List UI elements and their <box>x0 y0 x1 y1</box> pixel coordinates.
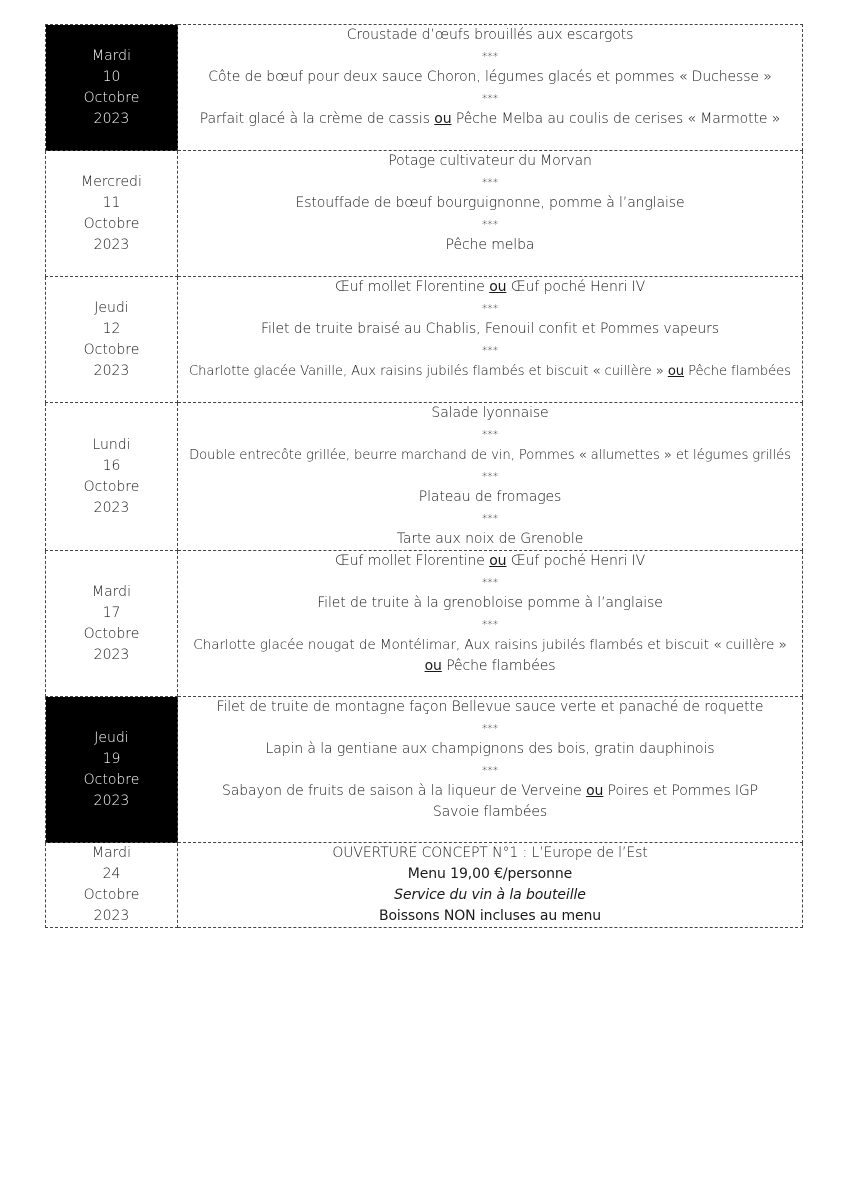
drinks-note: Boissons NON incluses au menu <box>378 908 602 924</box>
separator: *** <box>481 344 499 357</box>
month: Octobre <box>83 215 140 232</box>
dessert-option-a: Parfait glacé à la crème de cassis <box>199 111 430 127</box>
day-name: Lundi <box>92 436 131 453</box>
date-cell <box>46 843 178 928</box>
menu-row <box>46 25 803 151</box>
day-name: Jeudi <box>94 299 129 316</box>
main-course: Estouffade de bœuf bourguignonne, pomme à l’anglaise <box>295 195 685 211</box>
starter: Croustade d’œufs brouillés aux escargots <box>346 27 634 43</box>
menu-table <box>45 24 803 928</box>
day-number: 19 <box>102 750 121 767</box>
starter: Filet de truite de montagne façon Bellevue sauce verte et panaché de roquette <box>216 699 764 715</box>
menu-cell <box>178 277 803 403</box>
separator: *** <box>481 50 499 63</box>
starter: Salade lyonnaise <box>431 405 549 421</box>
day-name: Mardi <box>92 583 131 600</box>
menu-price: Menu 19,00 €/personne <box>407 866 573 882</box>
dessert-option-b: Pêche flambées <box>446 658 556 674</box>
day-number: 12 <box>102 320 121 337</box>
or-connector: ou <box>586 783 604 799</box>
main-course: Filet de truite braisé au Chablis, Fenouil confit et Pommes vapeurs <box>261 321 719 337</box>
day-number: 10 <box>102 68 121 85</box>
menu-row <box>46 697 803 843</box>
separator: *** <box>481 618 499 631</box>
day-number: 24 <box>102 866 121 882</box>
separator: *** <box>481 722 499 735</box>
date-cell <box>46 151 178 277</box>
dessert <box>178 109 802 130</box>
concept-title: OUVERTURE CONCEPT N°1 : L’Europe de l’Est <box>332 845 648 861</box>
dessert-option-b: Poires et Pommes IGP Savoie flambées <box>432 783 758 820</box>
year: 2023 <box>93 792 130 809</box>
separator: *** <box>481 302 499 315</box>
dessert <box>178 781 802 823</box>
month: Octobre <box>83 887 140 903</box>
date-cell <box>46 551 178 697</box>
dessert <box>178 361 802 382</box>
dessert-option-b: Pêche Melba au coulis de cerises « Marmotte » <box>455 111 781 127</box>
separator: *** <box>481 176 499 189</box>
separator: *** <box>481 428 499 441</box>
menu-cell <box>178 551 803 697</box>
date-cell <box>46 25 178 151</box>
dessert-option-a: Charlotte glacée nougat de Montélimar, Aux raisins jubilés flambés et biscuit « cuillère » <box>193 637 787 653</box>
or-connector: ou <box>434 111 452 127</box>
wine-service: Service du vin à la bouteille <box>394 887 586 903</box>
day-name: Mercredi <box>81 173 142 190</box>
dessert-alternative <box>178 656 802 677</box>
separator: *** <box>481 764 499 777</box>
month: Octobre <box>83 771 140 788</box>
year: 2023 <box>93 110 130 127</box>
or-connector: ou <box>489 279 507 295</box>
year: 2023 <box>93 362 130 379</box>
dessert: Pêche melba <box>445 237 535 253</box>
starter-option-a: Œuf mollet Florentine <box>334 553 485 569</box>
main-course: Double entrecôte grillée, beurre marchand de vin, Pommes « allumettes » et légumes grillés <box>189 448 791 463</box>
day-name: Mardi <box>92 845 131 861</box>
menu-cell <box>178 151 803 277</box>
menu-cell <box>178 25 803 151</box>
main-course: Filet de truite à la grenobloise pomme à l’anglaise <box>317 595 663 611</box>
month: Octobre <box>83 89 140 106</box>
day-name: Mardi <box>92 47 131 64</box>
menu-row <box>46 277 803 403</box>
starter <box>178 277 802 298</box>
menu-cell <box>178 843 803 928</box>
menu-row <box>46 843 803 928</box>
menu-cell <box>178 403 803 551</box>
separator: *** <box>481 576 499 589</box>
menu-row <box>46 151 803 277</box>
menu-row <box>46 551 803 697</box>
starter-option-a: Œuf mollet Florentine <box>334 279 485 295</box>
or-connector: ou <box>424 658 442 674</box>
dessert-option-a: Sabayon de fruits de saison à la liqueur de Verveine <box>222 783 582 799</box>
dessert: Tarte aux noix de Grenoble <box>396 531 584 547</box>
menu-row <box>46 403 803 551</box>
date-cell <box>46 403 178 551</box>
separator: *** <box>481 92 499 105</box>
dessert-option-b: Pêche flambées <box>688 364 791 379</box>
day-name: Jeudi <box>94 729 129 746</box>
month: Octobre <box>83 478 140 495</box>
year: 2023 <box>93 908 130 924</box>
dessert-option-a: Charlotte glacée Vanille, Aux raisins jubilés flambés et biscuit « cuillère » <box>189 364 664 379</box>
main-course: Côte de bœuf pour deux sauce Choron, légumes glacés et pommes « Duchesse » <box>208 69 772 85</box>
or-connector: ou <box>489 553 507 569</box>
separator: *** <box>481 470 499 483</box>
date-cell <box>46 277 178 403</box>
menu-cell <box>178 697 803 843</box>
cheese-course: Plateau de fromages <box>418 489 562 505</box>
starter-option-b: Œuf poché Henri IV <box>510 279 646 295</box>
main-course: Lapin à la gentiane aux champignons des bois, gratin dauphinois <box>265 741 715 757</box>
starter-option-b: Œuf poché Henri IV <box>510 553 646 569</box>
year: 2023 <box>93 646 130 663</box>
separator: *** <box>481 218 499 231</box>
year: 2023 <box>93 236 130 253</box>
starter <box>178 551 802 572</box>
month: Octobre <box>83 625 140 642</box>
date-cell <box>46 697 178 843</box>
day-number: 17 <box>102 604 121 621</box>
separator: *** <box>481 512 499 525</box>
day-number: 16 <box>102 457 121 474</box>
starter: Potage cultivateur du Morvan <box>388 153 592 169</box>
year: 2023 <box>93 499 130 516</box>
month: Octobre <box>83 341 140 358</box>
day-number: 11 <box>102 194 121 211</box>
or-connector: ou <box>667 364 685 379</box>
